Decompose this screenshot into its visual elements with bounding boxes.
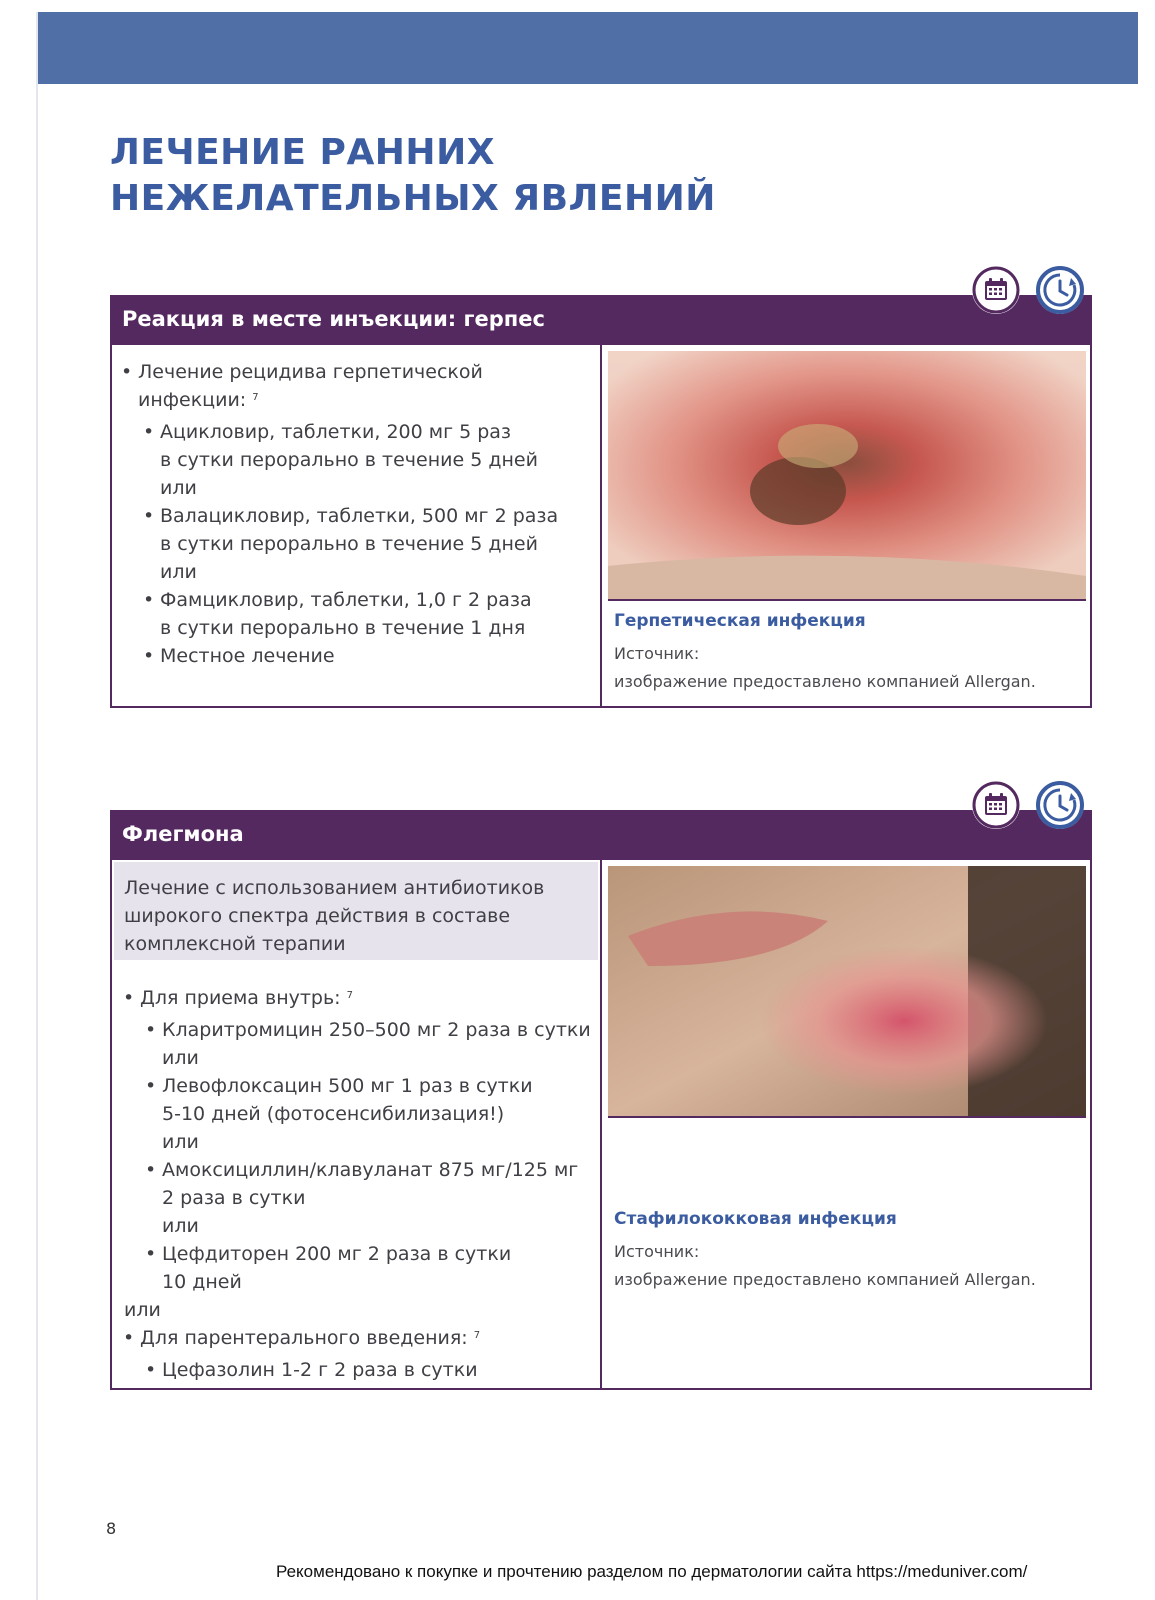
list-item: или <box>124 1299 161 1321</box>
list-item: или <box>162 1047 199 1069</box>
photo-panel <box>602 345 1090 706</box>
list-item: • Цефазолин 1-2 г 2 раза в сутки <box>162 1356 478 1384</box>
section-herpes <box>110 295 1092 708</box>
list-item: • Местное лечение <box>160 642 335 670</box>
page-title-line-2: НЕЖЕЛАТЕЛЬНЫХ ЯВЛЕНИЙ <box>110 178 716 219</box>
list-item: • Валацикловир, таблетки, 500 мг 2 раза <box>160 502 558 530</box>
section-body <box>110 345 1092 708</box>
page-title-line-1: ЛЕЧЕНИЕ РАННИХ <box>110 132 495 173</box>
list-item: 10 дней <box>162 1271 242 1293</box>
caption-title: Герпетическая инфекция <box>614 611 866 631</box>
section-title: Флегмона <box>122 822 244 846</box>
list-item: • Левофлоксацин 500 мг 1 раз в сутки <box>162 1072 533 1100</box>
list-item: или <box>162 1131 199 1153</box>
footer-note: Рекомендовано к покупке и прочтению разделом по дерматологии сайта https://meduniver.com/ <box>276 1562 1028 1581</box>
list-item: • Кларитромицин 250–500 мг 2 раза в сутки <box>162 1016 591 1044</box>
section-header <box>110 295 1092 345</box>
list-item: • Фамцикловир, таблетки, 1,0 г 2 раза <box>160 586 532 614</box>
page-edge <box>36 12 38 1600</box>
list-item: инфекции: $^7$ <box>138 389 259 411</box>
section-header <box>110 810 1092 860</box>
caption-source-text: изображение предоставлено компанией Allergan. <box>614 672 1036 691</box>
section-title: Реакция в месте инъекции: герпес <box>122 307 545 331</box>
list-item: • Лечение рецидива герпетической <box>138 358 483 386</box>
lead-line: Лечение с использованием антибиотиков <box>124 877 545 899</box>
list-item: или <box>160 477 197 499</box>
photo-panel <box>602 860 1090 1388</box>
list-item: или <box>162 1215 199 1237</box>
page-number: 8 <box>106 1519 117 1538</box>
page-title <box>110 130 716 222</box>
list-item: 5-10 дней (фотосенсибилизация!) <box>162 1103 505 1125</box>
herpes-photo <box>608 351 1086 601</box>
list-item: • Для парентерального введения: $^7$ <box>140 1324 480 1352</box>
calendar-icon <box>972 781 1020 829</box>
list-item: • Амоксициллин/клавуланат 875 мг/125 мг <box>162 1156 578 1184</box>
lead-line: комплексной терапии <box>124 933 346 955</box>
caption-source-text: изображение предоставлено компанией Allergan. <box>614 1270 1036 1289</box>
caption-title: Стафилококковая инфекция <box>614 1209 897 1229</box>
lead-box <box>114 862 598 960</box>
treatment-list <box>112 860 602 1388</box>
list-item: • Ацикловир, таблетки, 200 мг 5 раз <box>160 418 511 446</box>
caption-source-label: Источник: <box>614 1242 700 1261</box>
list-item: в сутки перорально в течение 5 дней <box>160 449 538 471</box>
list-item: • Цефдиторен 200 мг 2 раза в сутки <box>162 1240 511 1268</box>
section-body <box>110 860 1092 1390</box>
list-item: • Для приема внутрь: $^7$ <box>140 984 353 1012</box>
lead-line: широкого спектра действия в составе <box>124 905 511 927</box>
caption-source-label: Источник: <box>614 644 700 663</box>
list-item: 2 раза в сутки <box>162 1187 306 1209</box>
staph-photo <box>608 866 1086 1118</box>
list-item: в сутки перорально в течение 5 дней <box>160 533 538 555</box>
top-color-band <box>38 12 1138 84</box>
clock-icon <box>1036 266 1084 314</box>
list-item: в сутки перорально в течение 1 дня <box>160 617 526 639</box>
clock-icon <box>1036 781 1084 829</box>
section-phlegmon <box>110 810 1092 1390</box>
treatment-list <box>112 345 602 706</box>
calendar-icon <box>972 266 1020 314</box>
list-item: или <box>160 561 197 583</box>
